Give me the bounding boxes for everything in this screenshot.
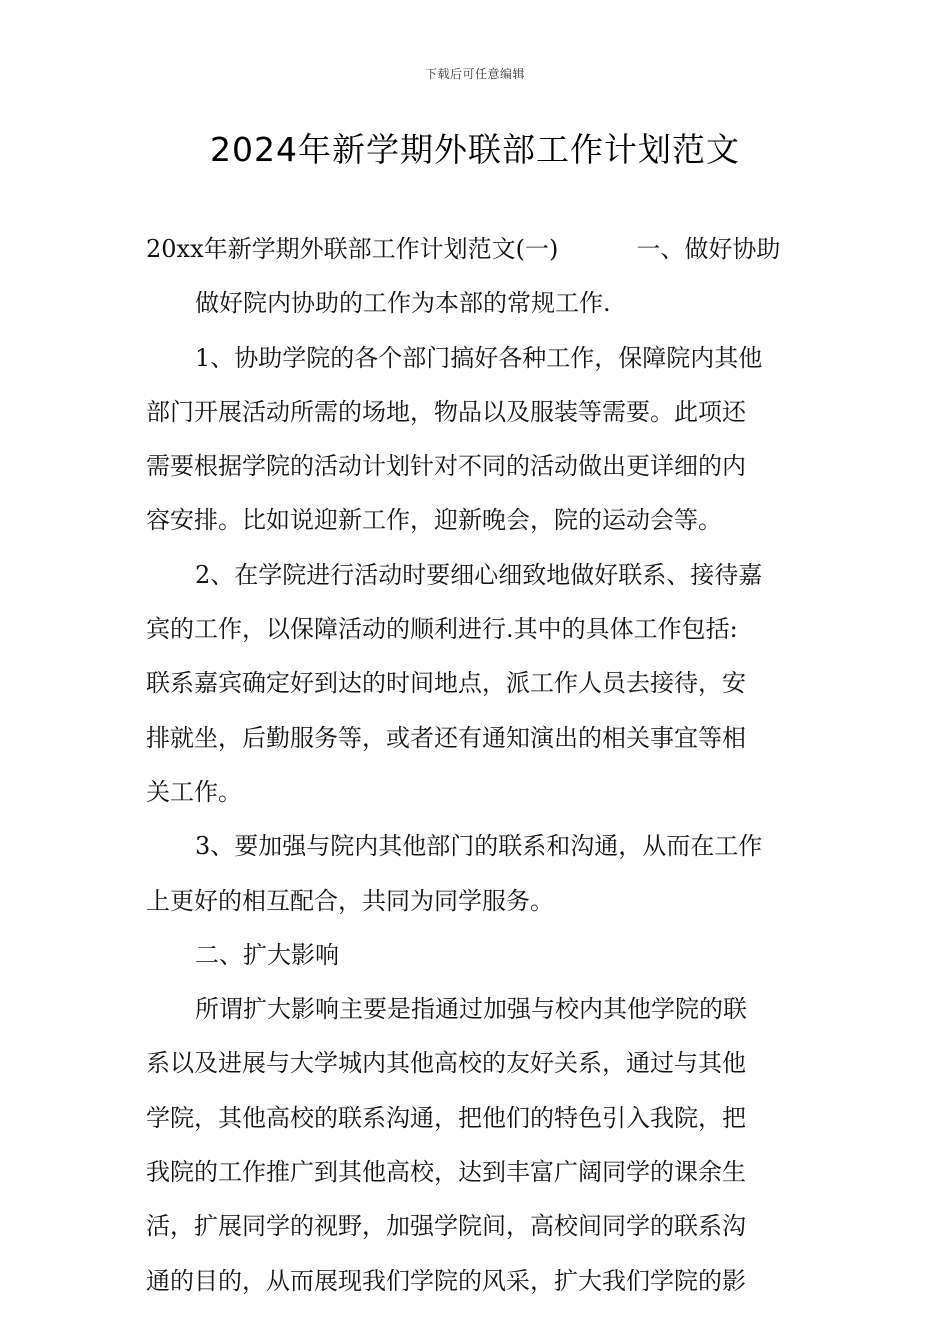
- paragraph-line: 活，扩展同学的视野，加强学院间，高校间同学的联系沟: [146, 1212, 746, 1241]
- paragraph-line: 关工作。: [146, 777, 242, 806]
- section-heading: 二、扩大影响: [195, 940, 339, 969]
- paragraph-line: 做好院内协助的工作为本部的常规工作.: [195, 289, 611, 318]
- paragraph-line: 宾的工作，以保障活动的顺利进行.其中的具体工作包括:: [146, 615, 738, 644]
- subtitle-text: 20xx年新学期外联部工作计划范文(一): [146, 235, 559, 263]
- paragraph-line: 排就坐，后勤服务等，或者还有通知演出的相关事宜等相: [146, 723, 746, 752]
- paragraph-line: 上更好的相互配合，共同为同学服务。: [146, 886, 554, 915]
- paragraph-line: 1、协助学院的各个部门搞好各种工作，保障院内其他: [195, 343, 763, 372]
- paragraph-line: 容安排。比如说迎新工作，迎新晚会，院的运动会等。: [146, 506, 722, 535]
- paragraph-line: 需要根据学院的活动计划针对不同的活动做出更详细的内: [146, 452, 746, 481]
- header-note: 下载后可任意编辑: [424, 67, 525, 81]
- paragraph-line: 部门开展活动所需的场地，物品以及服装等需要。此项还: [146, 397, 746, 426]
- paragraph-line: 学院，其他高校的联系沟通，把他们的特色引入我院，把: [146, 1103, 746, 1132]
- section-heading: 一、做好协助: [636, 235, 781, 263]
- paragraph-line: 3、要加强与院内其他部门的联系和沟通，从而在工作: [195, 832, 763, 861]
- paragraph-line: 系以及进展与大学城内其他高校的友好关系，通过与其他: [146, 1049, 746, 1078]
- document-body: [146, 222, 806, 1308]
- paragraph-line: 我院的工作推广到其他高校，达到丰富广阔同学的课余生: [146, 1158, 746, 1187]
- section-heading-line: [146, 222, 806, 276]
- paragraph-line: 所谓扩大影响主要是指通过加强与校内其他学院的联: [195, 995, 747, 1024]
- paragraph-line: 2、在学院进行活动时要细心细致地做好联系、接待嘉: [195, 560, 763, 589]
- paragraph-line: 通的目的，从而展现我们学院的风采，扩大我们学院的影: [146, 1266, 746, 1295]
- page-title: 2024年新学期外联部工作计划范文: [210, 130, 740, 169]
- paragraph-line: 联系嘉宾确定好到达的时间地点，派工作人员去接待，安: [146, 669, 746, 698]
